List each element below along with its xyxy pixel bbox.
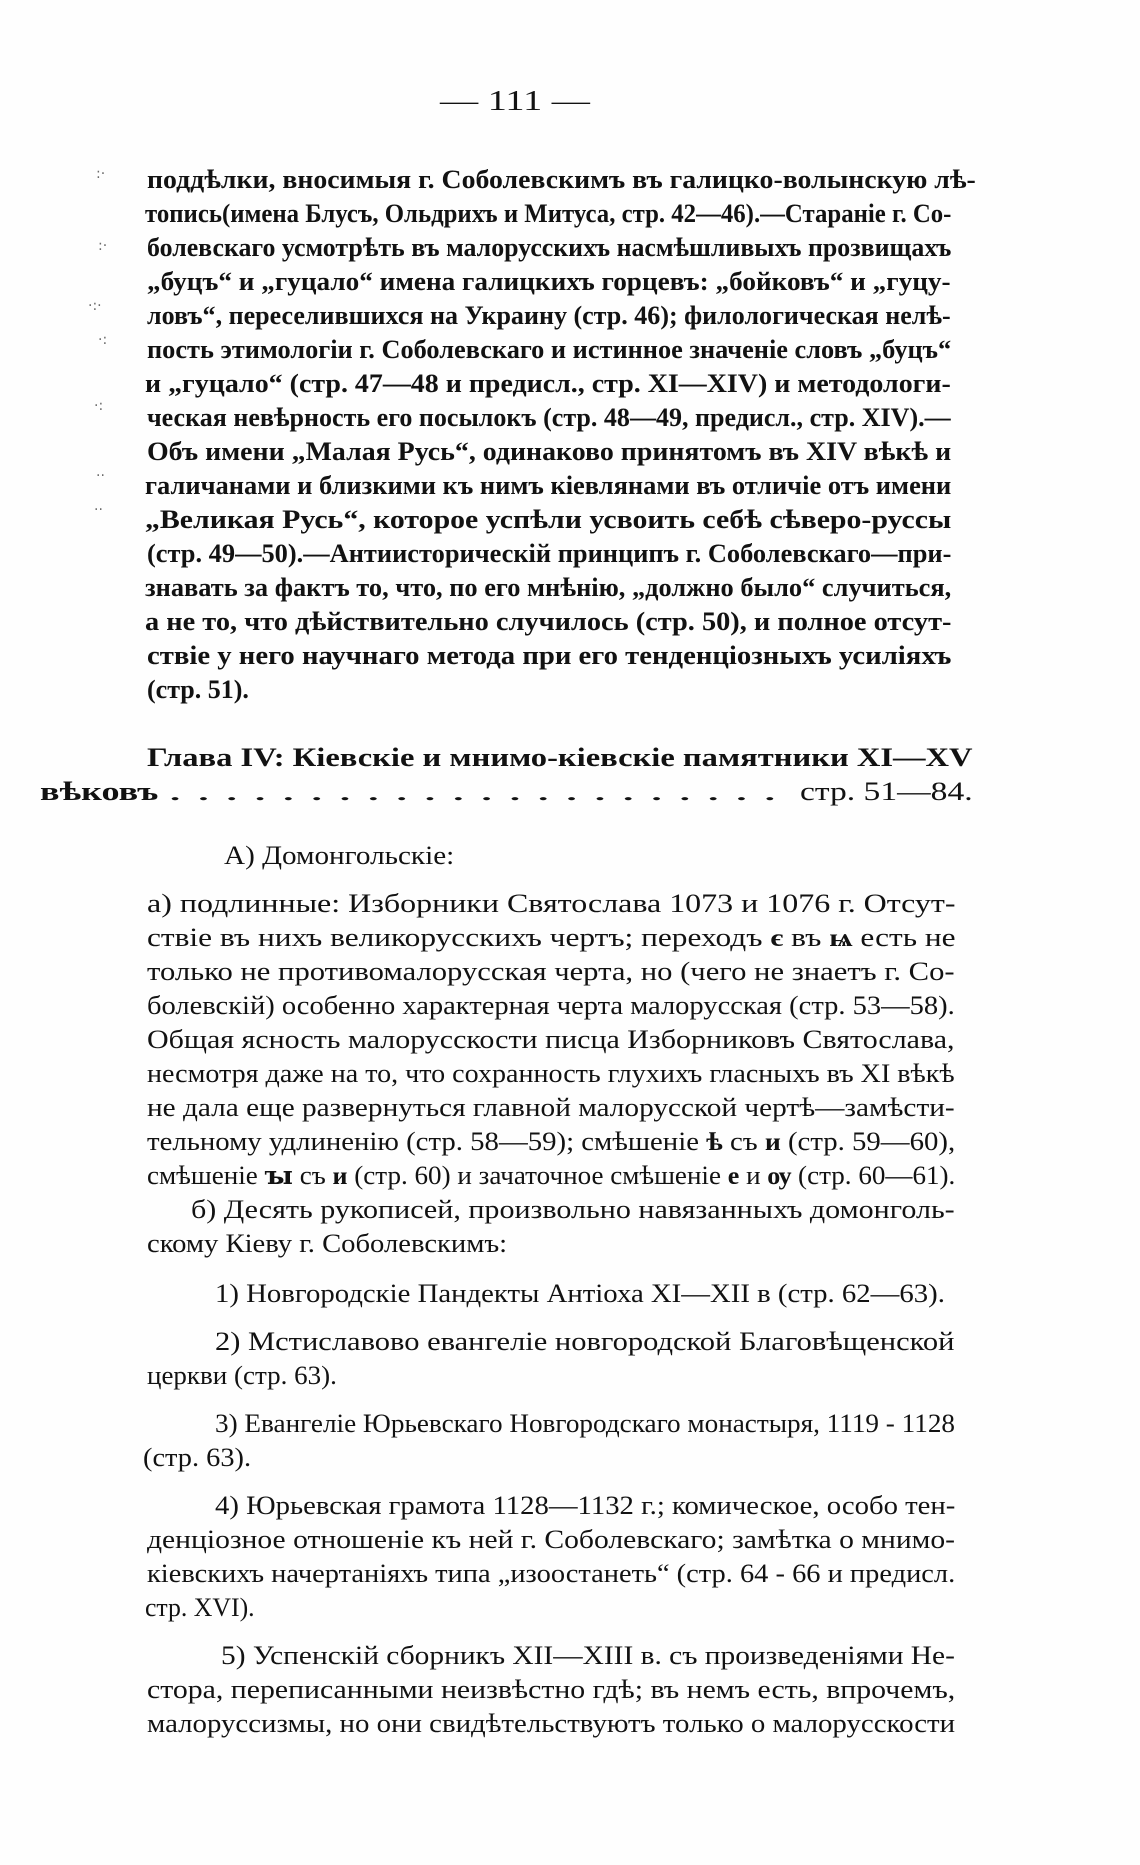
margin-mark: :· — [96, 166, 106, 182]
text-line: только не противомалорусская черта, но (чего не знаетъ г. Со- — [147, 957, 955, 986]
chapter-word: вѣковъ — [40, 777, 159, 806]
margin-mark: ·· — [94, 502, 103, 518]
old-letter: є — [770, 925, 784, 952]
list-item-cont: церкви (стр. 63). — [147, 1361, 337, 1390]
old-letter: ꙑ — [264, 1163, 293, 1190]
old-letter: е — [727, 1163, 740, 1190]
text-line: смѣшеніе ꙑ съ и (стр. 60) и зачаточное смѣшеніе е и ѹ (стр. 60—61). — [147, 1161, 956, 1190]
subheading: А) Домонгольскіе: — [224, 841, 455, 870]
text-line: (стр. 49—50).—Антиисторическій принципъ г. Соболевскаго—при- — [147, 539, 952, 568]
text-line: болевскій) особенно характерная черта малорусская (стр. 53—58). — [147, 991, 955, 1020]
text-line: а) подлинные: Изборники Святослава 1073 и 1076 г. Отсут- — [147, 889, 956, 918]
chapter-pages: стр. 51—84. — [800, 777, 973, 806]
old-letter: ѣ — [706, 1129, 723, 1156]
list-item: 1) Новгородскіе Пандекты Антіоха XI—XII в (стр. 62—63). — [215, 1279, 945, 1308]
chapter-title: Глава IV: Кіевскіе и мнимо-кіевскіе памятники XI—XV — [147, 743, 973, 772]
list-item: 5) Успенскій сборникъ XII—XIII в. съ произведеніями Не- — [221, 1641, 955, 1670]
margin-mark: ·· — [96, 468, 105, 484]
text-line: галичанами и близкими къ нимъ кіевлянами въ отличіе отъ имени — [145, 471, 952, 500]
text-line: „буцъ“ и „гуцало“ имена галицкихъ горцевъ: „бойковъ“ и „гуцу- — [147, 267, 951, 296]
text-line: болевскаго усмотрѣть въ малорусскихъ насмѣшливыхъ прозвищахъ — [147, 233, 952, 262]
list-item-cont: стр. XVI). — [145, 1593, 255, 1622]
text-line: (стр. 51). — [147, 675, 249, 704]
text-line: и „гуцало“ (стр. 47—48 и предисл., стр. XI—XIV) и методологи- — [145, 369, 951, 398]
chapter-leader: . . . . . . . . . . . . . . . . . . . . . . — [168, 777, 777, 806]
text-line: ствіе въ нихъ великорусскихъ чертъ; переходъ є въ ѩ есть не — [147, 923, 956, 952]
text-line: поддѣлки, вносимыя г. Соболевскимъ въ галицко-волынскую лѣ- — [147, 165, 976, 194]
text-line: „Великая Русь“, которое успѣли усвоить себѣ сѣверо-руссы — [145, 505, 952, 534]
margin-mark: ·:· — [88, 298, 102, 314]
list-item-cont: денціозное отношеніе къ ней г. Соболевскаго; замѣтка о мнимо- — [147, 1525, 956, 1554]
text-line: Общая ясность малорусскости писца Изборниковъ Святослава, — [147, 1025, 955, 1054]
list-item-cont: малоруссизмы, но они свидѣтельствуютъ только о малорусскости — [147, 1709, 956, 1738]
list-item: 4) Юрьевская грамота 1128—1132 г.; комическое, особо тен- — [215, 1491, 956, 1520]
old-letter: и — [764, 1129, 781, 1156]
text-line: топись(имена Блусъ, Ольдрихъ и Митуса, стр. 42—46).—Стараніе г. Со- — [145, 199, 952, 228]
text-line: пость этимологіи г. Соболевскаго и истинное значеніе словъ „буцъ“ — [147, 335, 952, 364]
list-item-cont: стора, переписанными неизвѣстно гдѣ; въ немъ есть, впрочемъ, — [147, 1675, 956, 1704]
text-line: не дала еще развернуться главной малорусской чертѣ—замѣсти- — [147, 1093, 955, 1122]
text-line: ствіе у него научнаго метода при его тенденціозныхъ усиліяхъ — [147, 641, 952, 670]
list-item-cont: (стр. 63). — [143, 1443, 252, 1472]
margin-mark: ·: — [94, 398, 104, 414]
margin-mark: :· — [98, 238, 108, 254]
text-line: б) Десять рукописей, произвольно навязанныхъ домонголь- — [191, 1195, 955, 1224]
margin-mark: ·: — [98, 332, 108, 348]
old-letter: ѩ — [829, 925, 853, 952]
old-letter: и — [332, 1163, 348, 1190]
page-number: — 111 — — [440, 86, 590, 117]
text-line: скому Кіеву г. Соболевскимъ: — [147, 1229, 508, 1258]
text-line: а не то, что дѣйствительно случилось (стр. 50), и полное отсут- — [145, 607, 952, 636]
old-letter: ѹ — [767, 1163, 792, 1190]
text-line: несмотря даже на то, что сохранность глухихъ гласныхъ въ XI вѣкѣ — [147, 1059, 955, 1088]
text-line: тельному удлиненію (стр. 58—59); смѣшеніе ѣ съ и (стр. 59—60), — [147, 1127, 956, 1156]
list-item: 2) Мстиславово евангеліе новгородской Благовѣщенской — [215, 1327, 955, 1356]
text-line: знавать за фактъ то, что, по его мнѣнію, „должно было“ случиться, — [145, 573, 952, 602]
list-item-cont: кіевскихъ начертаніяхъ типа „изоостанеть“ (стр. 64 - 66 и предисл. — [147, 1559, 956, 1588]
text-line: Объ имени „Малая Русь“, одинаково принятомъ въ XIV вѣкѣ и — [147, 437, 952, 466]
text-line: ловъ“, переселившихся на Украину (стр. 46); филологическая нелѣ- — [147, 301, 951, 330]
text-line: ческая невѣрность его посылокъ (стр. 48—49, предисл., стр. XIV).— — [147, 403, 951, 432]
list-item: 3) Евангеліе Юрьевскаго Новгородскаго монастыря, 1119 - 1128 — [215, 1409, 956, 1438]
